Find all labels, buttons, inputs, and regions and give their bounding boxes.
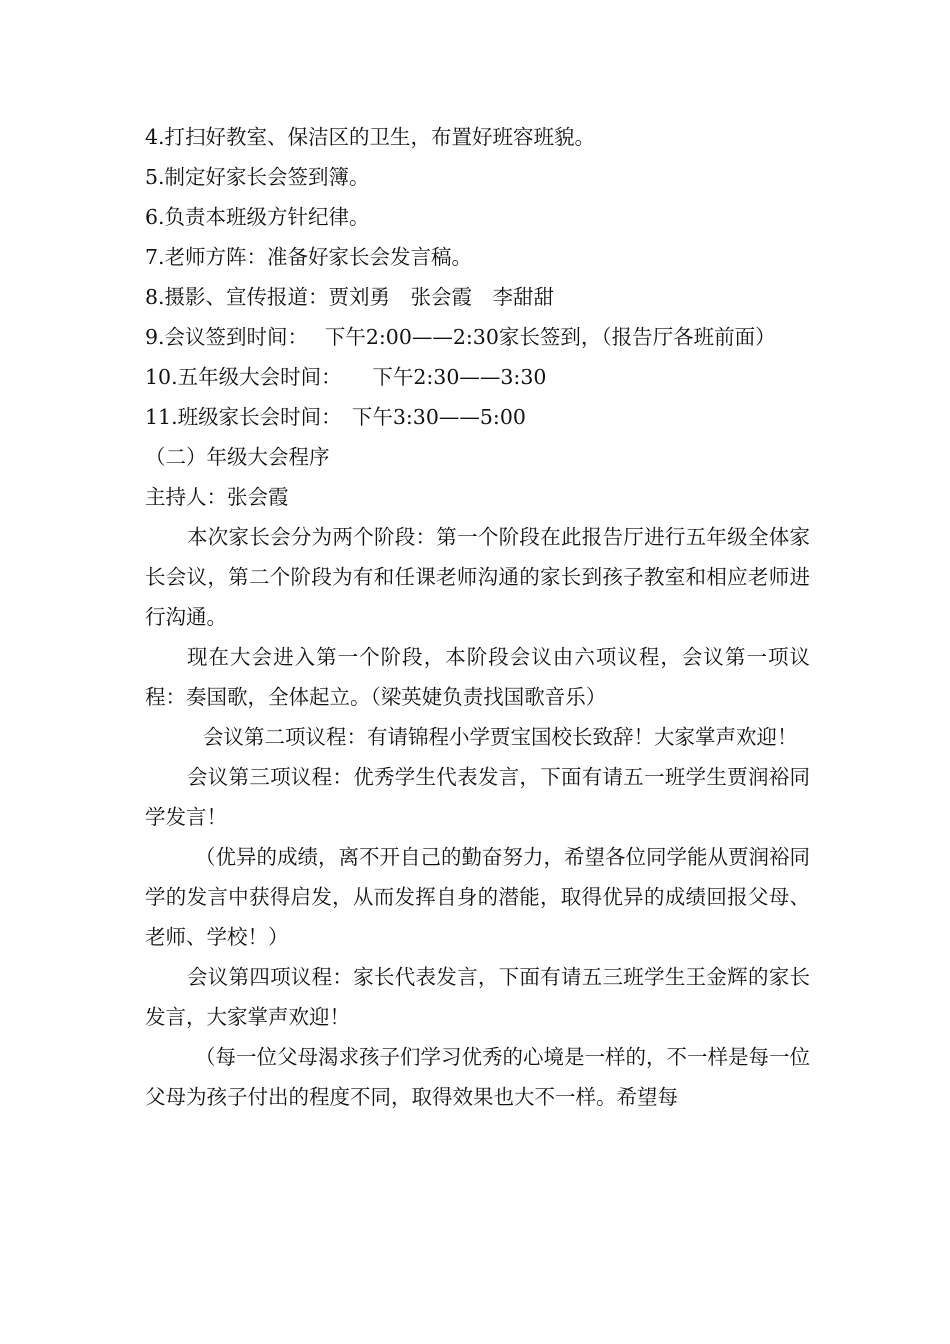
section-heading: （二）年级大会程序: [145, 445, 330, 469]
paragraph-agenda-1: 现在大会进入第一个阶段，本阶段会议由六项议程，会议第一项议程：奏国歌，全体起立。（梁英婕负责找国歌音乐）: [145, 645, 810, 709]
host-line: 主持人：张会霞: [145, 485, 289, 509]
paragraph-note-2: （每一位父母渴求孩子们学习优秀的心境是一样的，不一样是每一位父母为孩子付出的程度不同，取得效果也大不一样。希望每: [145, 1045, 810, 1109]
list-item-6: 6.负责本班级方针纪律。: [145, 205, 370, 229]
list-item-10: 10.五年级大会时间： 下午2:30——3:30: [145, 365, 547, 389]
paragraph-agenda-2: 会议第二项议程：有请锦程小学贾宝国校长致辞！大家掌声欢迎！: [203, 725, 798, 749]
paragraph-note-1: （优异的成绩，离不开自己的勤奋努力，希望各位同学能从贾润裕同学的发言中获得启发，从而发挥自身的潜能，取得优异的成绩回报父母、老师、学校！）: [145, 845, 810, 949]
list-item-4: 4.打扫好教室、保洁区的卫生，布置好班容班貌。: [145, 125, 596, 149]
list-item-11: 11.班级家长会时间： 下午3:30——5:00: [145, 405, 526, 429]
paragraph-intro: 本次家长会分为两个阶段：第一个阶段在此报告厅进行五年级全体家长会议，第二个阶段为有和任课老师沟通的家长到孩子教室和相应老师进行沟通。: [145, 525, 810, 629]
list-item-7: 7.老师方阵：准备好家长会发言稿。: [145, 245, 473, 269]
document-body: [145, 117, 810, 1117]
list-item-9: 9.会议签到时间： 下午2:00——2:30家长签到，（报告厅各班前面）: [145, 325, 776, 349]
paragraph-agenda-3: 会议第三项议程：优秀学生代表发言，下面有请五一班学生贾润裕同学发言！: [145, 765, 810, 829]
list-item-5: 5.制定好家长会签到簿。: [145, 165, 370, 189]
paragraph-agenda-4: 会议第四项议程：家长代表发言，下面有请五三班学生王金辉的家长发言，大家掌声欢迎！: [145, 965, 810, 1029]
list-item-8: 8.摄影、宣传报道：贾刘勇 张会霞 李甜甜: [145, 285, 555, 309]
